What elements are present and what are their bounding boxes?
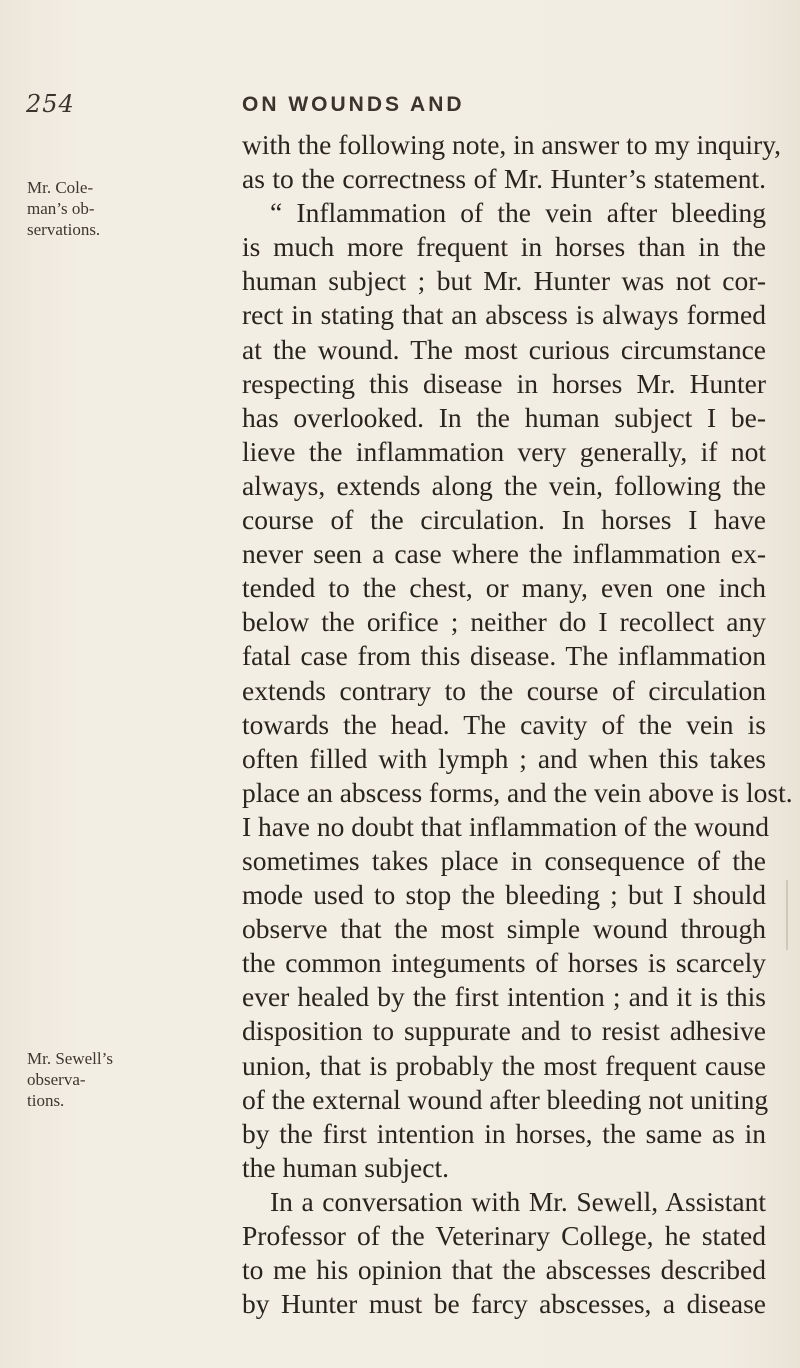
text-line: always, extends along the vein, following the bbox=[242, 469, 766, 501]
text-line: at the wound. The most curious circumstance bbox=[242, 333, 766, 365]
text-line: rect in stating that an abscess is always formed bbox=[242, 299, 766, 331]
text-line: as to the correctness of Mr. Hunter’s statement. bbox=[242, 163, 766, 195]
text-line: ever healed by the first intention ; and it is this bbox=[242, 981, 766, 1013]
text-line: “ Inflammation of the vein after bleeding bbox=[270, 197, 766, 229]
text-line: tended to the chest, or many, even one inch bbox=[242, 572, 766, 604]
text-line: below the orifice ; neither do I recollect any bbox=[242, 606, 766, 638]
text-line: human subject ; but Mr. Hunter was not cor- bbox=[242, 265, 766, 297]
text-line: has overlooked. In the human subject I be- bbox=[242, 401, 766, 433]
text-line: towards the head. The cavity of the vein is bbox=[242, 708, 766, 740]
text-line: to me his opinion that the abscesses described bbox=[242, 1254, 766, 1286]
page-edge-mark bbox=[786, 880, 788, 950]
text-line: the common integuments of horses is scarcely bbox=[242, 947, 766, 979]
text-line: is much more frequent in horses than in the bbox=[242, 231, 766, 263]
text-line: of the external wound after bleeding not uniting bbox=[242, 1083, 769, 1115]
text-line: course of the circulation. In horses I have bbox=[242, 504, 766, 536]
text-line: observe that the most simple wound through bbox=[242, 913, 766, 945]
text-line: with the following note, in answer to my inquiry, bbox=[242, 129, 781, 160]
text-line: union, that is probably the most frequent cause bbox=[242, 1049, 766, 1081]
margin-note-line: tions. bbox=[27, 1091, 65, 1110]
margin-note-coleman bbox=[27, 177, 207, 240]
margin-note-line: servations. bbox=[27, 220, 101, 239]
text-line: extends contrary to the course of circulation bbox=[242, 674, 766, 706]
text-line: mode used to stop the bleeding ; but I should bbox=[242, 879, 766, 911]
margin-note-line: man’s ob- bbox=[27, 199, 95, 218]
text-line: fatal case from this disease. The inflammation bbox=[242, 640, 766, 672]
margin-note-line: observa- bbox=[27, 1070, 86, 1089]
text-line: the human subject. bbox=[242, 1151, 449, 1183]
text-line: respecting this disease in horses Mr. Hunter bbox=[242, 367, 766, 399]
margin-note-line: Mr. Sewell’s bbox=[27, 1049, 113, 1068]
text-line: often filled with lymph ; and when this takes bbox=[242, 742, 766, 774]
text-line: disposition to suppurate and to resist adhesive bbox=[242, 1015, 766, 1047]
text-line: sometimes takes place in consequence of the bbox=[242, 844, 766, 876]
text-line: by Hunter must be farcy abscesses, a disease bbox=[242, 1288, 766, 1320]
text-line: I have no doubt that inflammation of the wound bbox=[242, 810, 769, 842]
body-text bbox=[242, 128, 793, 1321]
margin-note-sewell bbox=[27, 1048, 207, 1111]
text-line: never seen a case where the inflammation ex- bbox=[242, 538, 766, 570]
text-line: Professor of the Veterinary College, he stated bbox=[242, 1220, 766, 1251]
text-line: place an abscess forms, and the vein above is lost. bbox=[242, 776, 793, 808]
text-line: lieve the inflammation very generally, if not bbox=[242, 435, 766, 467]
margin-note-line: Mr. Cole- bbox=[27, 178, 94, 197]
page-number: 254 bbox=[26, 90, 75, 118]
text-line: by the first intention in horses, the same as in bbox=[242, 1117, 766, 1149]
running-head: ON WOUNDS AND bbox=[242, 93, 465, 116]
text-line: In a conversation with Mr. Sewell, Assistant bbox=[270, 1185, 766, 1217]
